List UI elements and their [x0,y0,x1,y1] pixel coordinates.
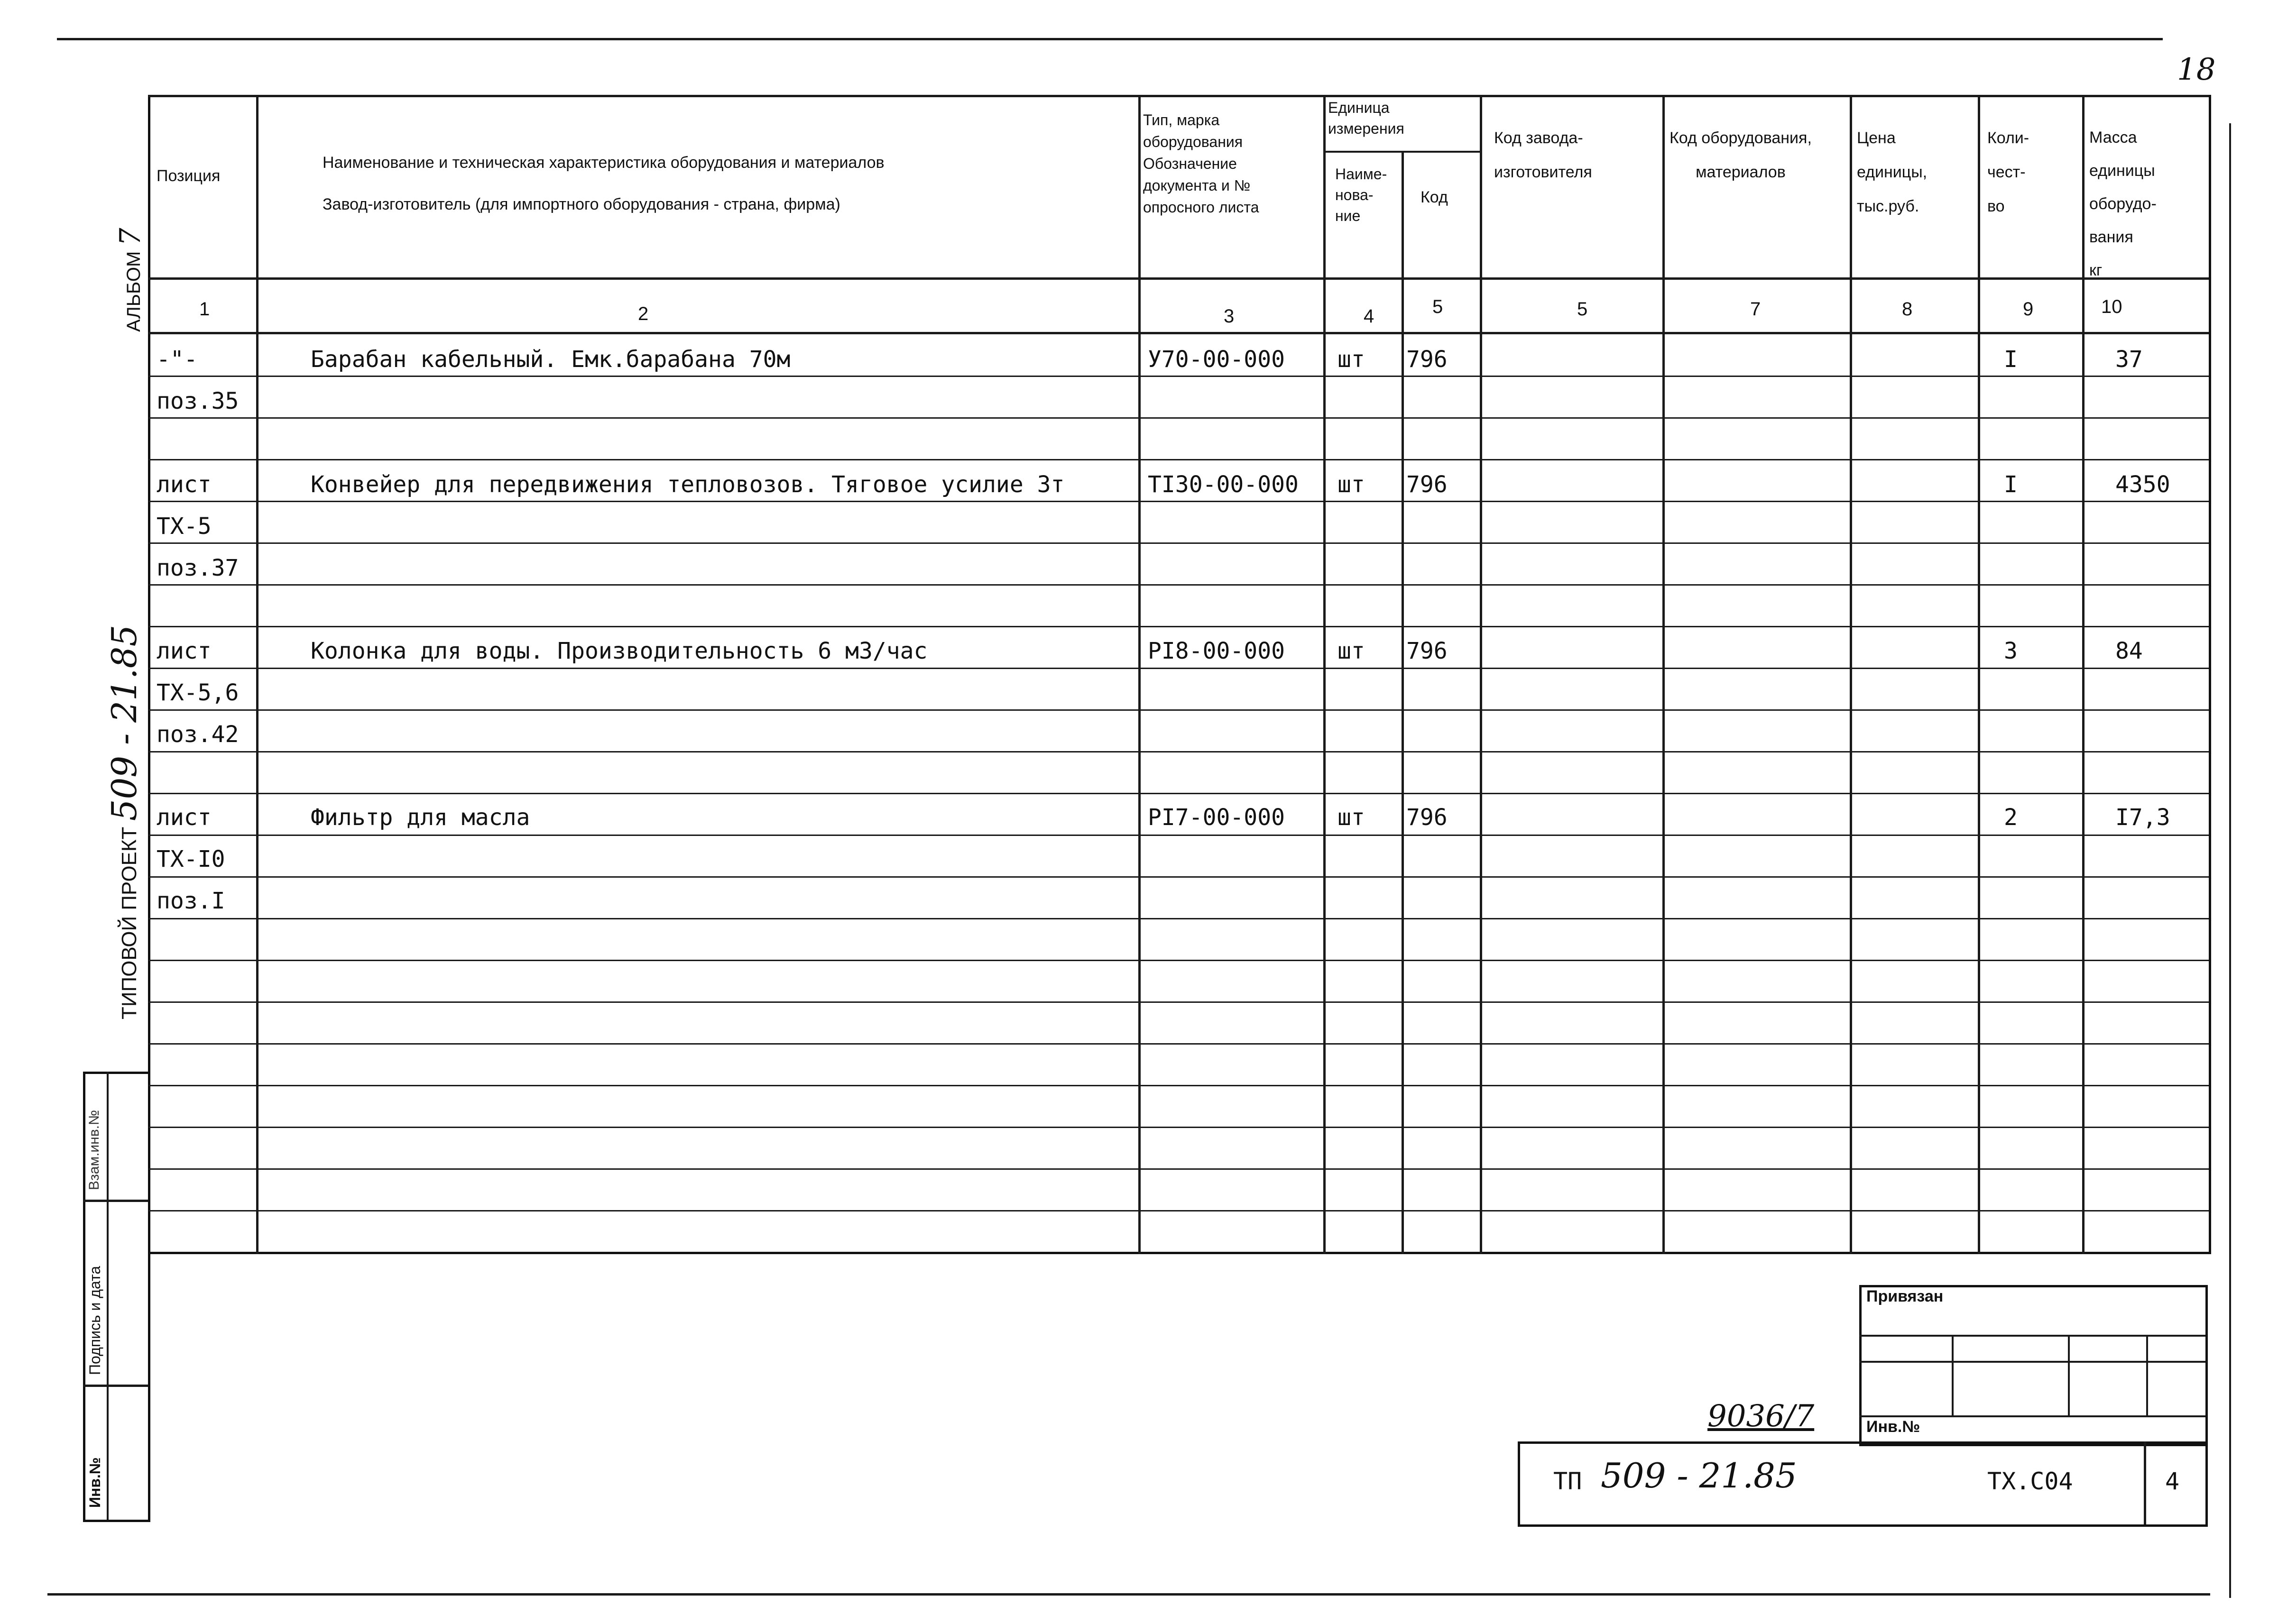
row-line [148,501,2209,502]
row3-code: 796 [1406,638,1448,664]
header-mass: Масса единицы оборудо- вания кг [2089,128,2157,279]
colnum-10: 10 [2101,296,2122,317]
stamp-inv-number: Инв.№ [86,1457,103,1508]
left-stamp-divider [83,1200,148,1202]
row1-code: 796 [1406,346,1448,373]
row-line [148,542,2209,544]
row1-unit: шт [1337,346,1365,373]
tp-prefix: ТП [1553,1468,1582,1495]
header-manufacturer: Завод-изготовитель (для импортного оборудования - страна, фирма) [323,195,840,213]
bind-stamp-label: Привязан [1866,1287,1944,1305]
colnum-1: 1 [199,299,210,320]
left-stamp-divider [83,1385,148,1387]
top-border-line [57,38,2163,40]
colnum-3: 3 [1224,306,1235,327]
header-quantity: Коли- чест- во [1987,129,2029,215]
col-line [1402,152,1404,1254]
row4-pos-3: поз.I [157,888,225,914]
row-line [148,1168,2209,1170]
header-position: Позиция [157,167,221,185]
row-line [148,1043,2209,1045]
row3-pos-3: поз.42 [157,721,239,748]
col-line [1662,95,1665,1254]
header-equipment-code: Код оборудования, материалов [1669,129,1812,181]
right-border-line [2229,123,2231,1598]
left-stamp-divider [107,1072,109,1520]
stamp-replace-inv: Взам.инв.№ [86,1110,102,1190]
row2-pos-1: лист [157,471,212,498]
row-line [148,459,2209,460]
row-line [148,960,2209,961]
row-line [148,1001,2209,1003]
row3-unit: шт [1337,638,1365,664]
bind-stamp-line [1859,1361,2205,1363]
bind-stamp-col [1952,1335,1954,1415]
colnum-8: 8 [1902,299,1913,320]
bind-stamp-line [1859,1335,2205,1337]
header-name: Наименование и техническая характеристика оборудования и материалов [323,154,885,172]
colnum-6: 5 [1577,299,1588,320]
project-text: ТИПОВОЙ ПРОЕКТ [118,826,141,1019]
row2-name: Конвейер для передвижения тепловозов. Тяговое усилие 3т [311,471,1065,498]
row2-type: ТI30-00-000 [1148,471,1299,498]
row1-type: У70-00-000 [1148,346,1285,373]
col-line [1850,95,1852,1254]
col-line [1480,95,1482,1254]
row4-name: Фильтр для масла [311,804,530,831]
col-line [1978,95,1980,1254]
colnum-2: 2 [638,303,649,324]
col-line [256,95,258,1254]
page-number: 18 [2177,52,2216,87]
row-line [148,417,2209,419]
album-number: 7 [114,228,147,246]
row2-code: 796 [1406,471,1448,498]
header-unit-name: Наиме- нова- ние [1335,165,1387,224]
row-line [148,793,2209,794]
col-line [2082,95,2085,1254]
header-price: Цена единицы, тыс.руб. [1857,129,1928,215]
row4-pos-1: лист [157,804,212,831]
row-line [148,1210,2209,1211]
colnum-9: 9 [2023,299,2034,320]
header-unit-code: Код [1420,188,1448,206]
row1-pos-1: -"- [157,346,198,373]
bind-stamp-col [2146,1335,2148,1415]
row4-unit: шт [1337,804,1365,831]
project-number: 509 - 21.85 [104,624,144,821]
row3-pos-2: ТХ-5,6 [157,679,239,706]
handwritten-number: 9036/7 [1707,1399,1815,1434]
bind-stamp-col [2068,1335,2070,1415]
row-line [148,668,2209,669]
row3-type: РI8-00-000 [1148,638,1285,664]
row-line [148,584,2209,586]
col-line [1323,95,1326,1254]
colnum-7: 7 [1750,299,1761,320]
tp-number: 509 - 21.85 [1601,1456,1797,1496]
col-line [1138,95,1141,1254]
row-line [148,376,2209,377]
row-line [148,876,2209,878]
header-unit-group: Единица измерения [1328,99,1404,137]
sheet-number: 4 [2165,1468,2180,1495]
row-line [148,1085,2209,1086]
row2-unit: шт [1337,471,1365,498]
row-line [148,1127,2209,1128]
row3-qty: 3 [2004,638,2018,664]
row4-pos-2: ТХ-I0 [157,846,225,872]
row-line [148,835,2209,836]
row-line [148,918,2209,919]
colnum-bottom-line [148,332,2209,334]
row2-qty: I [2004,471,2018,498]
bind-stamp-inv: Инв.№ [1866,1418,1920,1436]
row1-name: Барабан кабельный. Емк.барабана 70м [311,346,791,373]
row4-type: РI7-00-000 [1148,804,1285,831]
unit-group-line [1323,151,1482,153]
row-line [148,709,2209,711]
bottom-border-line [47,1593,2210,1596]
row2-pos-3: поз.37 [157,555,239,581]
row4-mass: I7,3 [2115,804,2170,831]
row4-qty: 2 [2004,804,2018,831]
colnum-4: 4 [1364,306,1374,327]
row4-code: 796 [1406,804,1448,831]
row-line [148,751,2209,752]
stamp-signature-date: Подпись и дата [86,1266,103,1375]
main-table-frame [148,95,2211,1254]
row3-mass: 84 [2115,638,2143,664]
row3-name: Колонка для воды. Производительность 6 м3/час [311,638,928,664]
row-line [148,626,2209,627]
row1-pos-2: поз.35 [157,388,239,414]
header-bottom-line [148,277,2209,280]
album-text: АЛЬБОМ [123,251,144,332]
table-top-line [148,95,2209,97]
row1-qty: I [2004,346,2018,373]
bind-stamp-line [1859,1415,2205,1417]
album-label [114,228,147,332]
project-label [104,625,144,1019]
row3-pos-1: лист [157,638,212,664]
row1-mass: 37 [2115,346,2143,373]
header-type: Тип, марка оборудования Обозначение документа и № опросного листа [1143,111,1259,216]
header-factory-code: Код завода- изготовителя [1494,129,1592,181]
colnum-5: 5 [1432,296,1443,317]
title-block-divider [2144,1441,2146,1524]
row2-mass: 4350 [2115,471,2170,498]
row2-pos-2: ТХ-5 [157,513,212,540]
doc-code: ТХ.С04 [1987,1468,2073,1495]
